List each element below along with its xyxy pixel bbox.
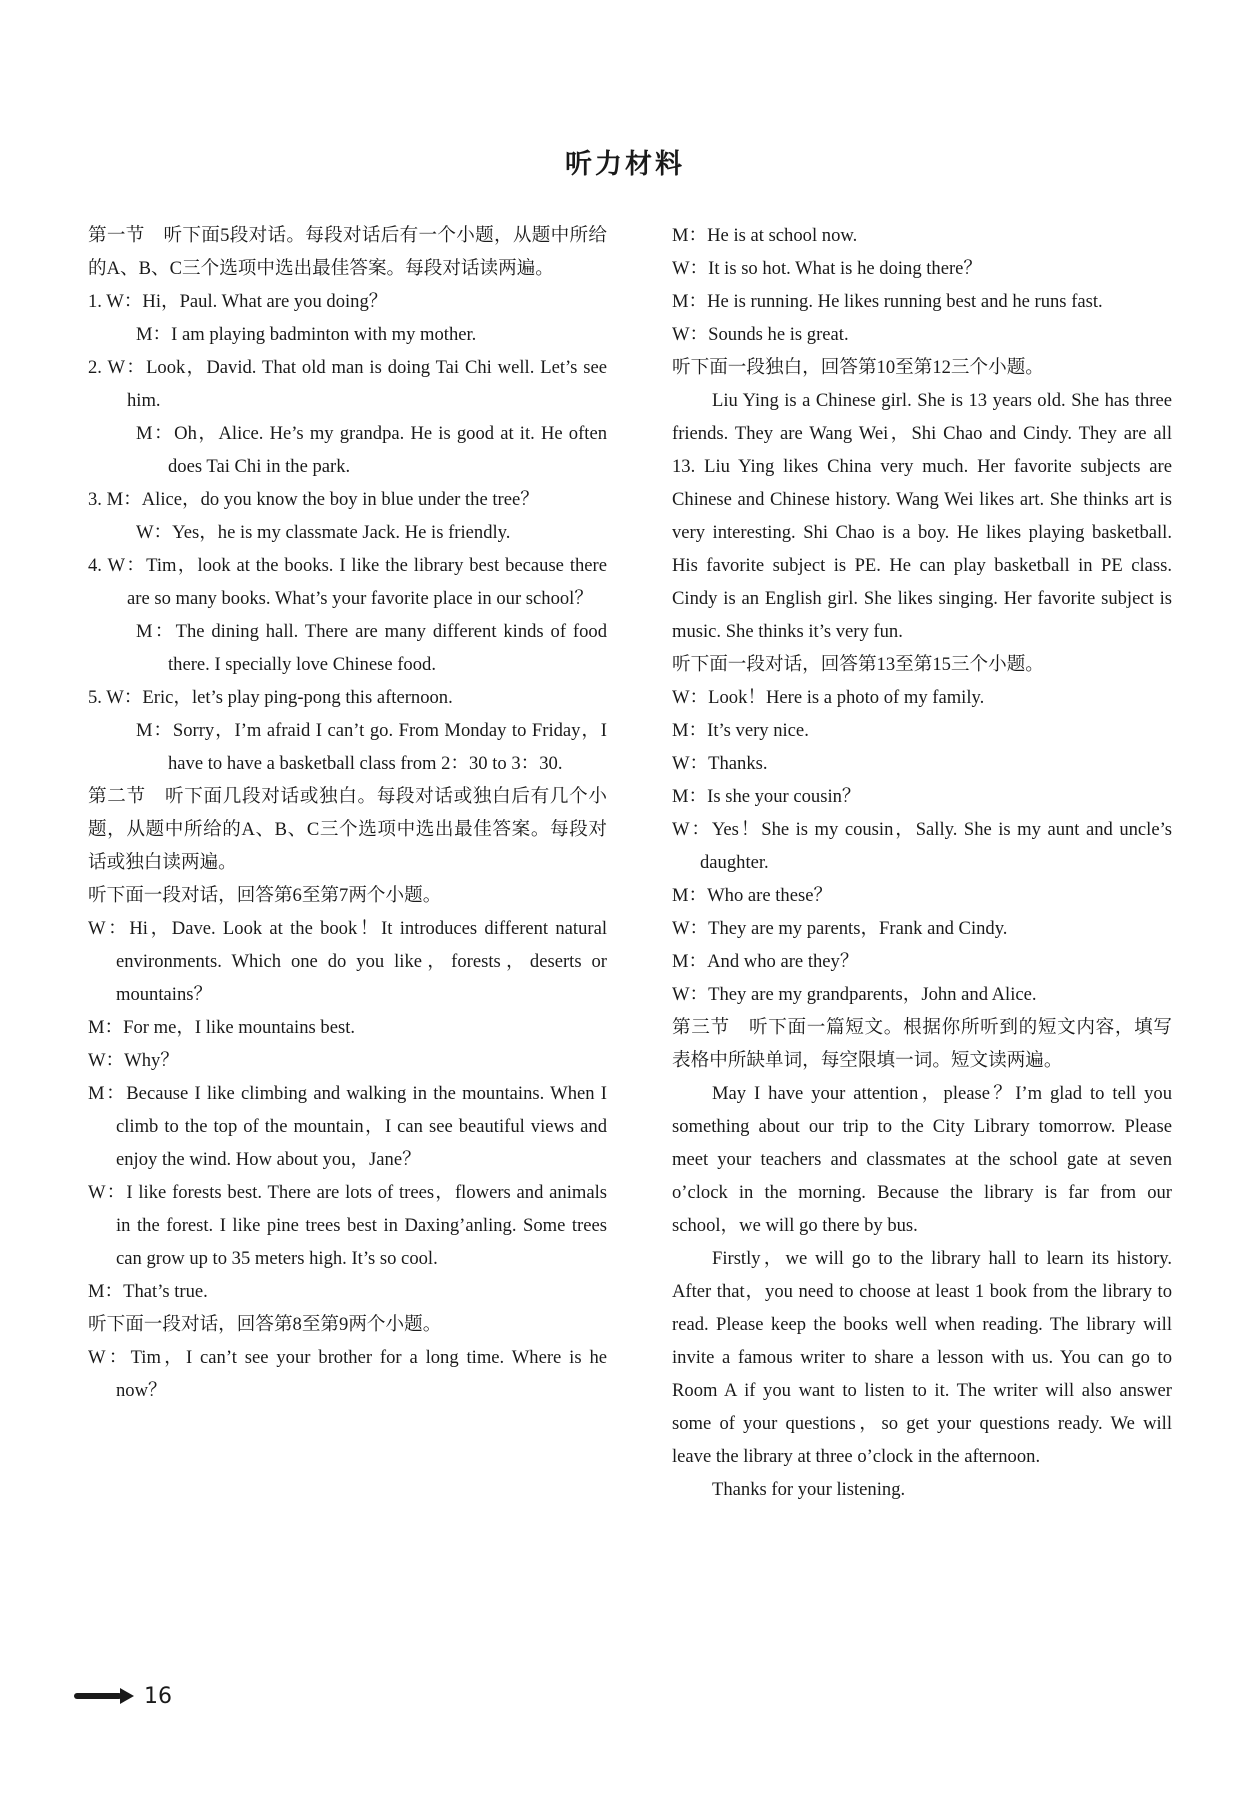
- text-paragraph: M：It’s very nice.: [672, 720, 809, 741]
- text-paragraph: M：Oh，Alice. He’s my grandpa. He is good at it. He often does Tai Chi in the park.: [136, 423, 607, 477]
- text-paragraph: W：They are my parents，Frank and Cindy.: [672, 918, 1008, 939]
- left-column: [88, 219, 607, 1407]
- text-paragraph: M：Who are these？: [672, 885, 833, 906]
- text-paragraph: Liu Ying is a Chinese girl. She is 13 years old. She has three friends. They are Wang Wei，Shi Chao and Cindy. They are all 13. Liu Ying likes China very much. Her favorite subjects are Chinese and Chinese history. Wang Wei likes art. She thinks art is very interesting. Shi Chao is a boy. He likes playing basketball. His favorite subject is PE. He can play basketball in PE class. Cindy is an English girl. She likes singing. Her favorite subject is music. She thinks it’s very fun.: [672, 390, 1172, 642]
- text-paragraph: 3. M：Alice，do you know the boy in blue under the tree？: [88, 489, 539, 510]
- text-paragraph: 听下面一段对话，回答第8至第9两个小题。: [88, 1314, 442, 1335]
- text-paragraph: M：Is she your cousin？: [672, 786, 861, 807]
- text-paragraph: M：Because I like climbing and walking in the mountains. When I climb to the top of the mountain，I can see beautiful views and enjoy the wind. How about you，Jane？: [88, 1083, 607, 1170]
- text-paragraph: W：Tim，I can’t see your brother for a long time. Where is he now？: [88, 1347, 607, 1401]
- text-paragraph: 听下面一段对话，回答第6至第7两个小题。: [88, 885, 442, 906]
- text-paragraph: 5. W：Eric，let’s play ping-pong this afternoon.: [88, 687, 453, 708]
- text-paragraph: Thanks for your listening.: [712, 1479, 906, 1500]
- page-footer: [74, 1676, 172, 1716]
- text-paragraph: Firstly，we will go to the library hall to learn its history. After that，you need to choose at least 1 book from the library to read. Please keep the books well when reading. The library will invite a famous writer to share a lesson with us. You can go to Room A if you want to listen to it. The writer will also answer some of your questions，so get your questions ready. We will leave the library at three o’clock in the afternoon.: [672, 1248, 1172, 1467]
- arrow-icon: [74, 1687, 134, 1705]
- text-paragraph: 1. W：Hi，Paul. What are you doing？: [88, 291, 388, 312]
- text-paragraph: M：He is at school now.: [672, 225, 858, 246]
- text-paragraph: M：For me，I like mountains best.: [88, 1017, 356, 1038]
- text-paragraph: W：They are my grandparents，John and Alice.: [672, 984, 1037, 1005]
- text-paragraph: 听下面一段对话，回答第13至第15三个小题。: [672, 654, 1044, 675]
- text-paragraph: W：Yes，he is my classmate Jack. He is friendly.: [136, 522, 511, 543]
- page-number: 16: [144, 1683, 172, 1709]
- text-paragraph: M：And who are they？: [672, 951, 859, 972]
- text-paragraph: 第二节 听下面几段对话或独白。每段对话或独白后有几个小题，从题中所给的A、B、C三个选项中选出最佳答案。每段对话或独白读两遍。: [88, 786, 607, 873]
- text-paragraph: 2. W：Look，David. That old man is doing Tai Chi well. Let’s see him.: [88, 357, 607, 411]
- text-paragraph: M：The dining hall. There are many different kinds of food there. I specially love Chinese food.: [136, 621, 607, 675]
- text-paragraph: W：Look！Here is a photo of my family.: [672, 687, 985, 708]
- text-paragraph: W：It is so hot. What is he doing there？: [672, 258, 983, 279]
- text-paragraph: W：Sounds he is great.: [672, 324, 849, 345]
- text-paragraph: 第三节 听下面一篇短文。根据你所听到的短文内容，填写表格中所缺单词，每空限填一词。短文读两遍。: [672, 1017, 1172, 1071]
- text-paragraph: W：Thanks.: [672, 753, 768, 774]
- text-paragraph: 4. W：Tim，look at the books. I like the library best because there are so many books. What’s your favorite place in our school？: [88, 555, 607, 609]
- right-column: [672, 219, 1172, 1506]
- text-paragraph: M：Sorry，I’m afraid I can’t go. From Monday to Friday，I have to have a basketball class from 2：30 to 3：30.: [136, 720, 607, 774]
- page-title: 听力材料: [565, 149, 685, 180]
- text-paragraph: M：He is running. He likes running best and he runs fast.: [672, 291, 1103, 312]
- text-paragraph: M：That’s true.: [88, 1281, 208, 1302]
- text-paragraph: W：Hi，Dave. Look at the book！It introduces different natural environments. Which one do you like，forests，deserts or mountains？: [88, 918, 607, 1005]
- text-paragraph: W：Why？: [88, 1050, 179, 1071]
- text-paragraph: 听下面一段独白，回答第10至第12三个小题。: [672, 357, 1044, 378]
- text-paragraph: W：Yes！She is my cousin，Sally. She is my aunt and uncle’s daughter.: [672, 819, 1172, 873]
- text-paragraph: 第一节 听下面5段对话。每段对话后有一个小题，从题中所给的A、B、C三个选项中选出最佳答案。每段对话读两遍。: [88, 225, 607, 279]
- text-paragraph: W：I like forests best. There are lots of trees，flowers and animals in the forest. I like pine trees best in Daxing’anling. Some trees can grow up to 35 meters high. It’s so cool.: [88, 1182, 607, 1269]
- text-paragraph: M：I am playing badminton with my mother.: [136, 324, 477, 345]
- text-paragraph: May I have your attention，please？I’m glad to tell you something about our trip to the City Library tomorrow. Please meet your teachers and classmates at the school gate at seven o’clock in the morning. Because the library is far from our school，we will go there by bus.: [672, 1083, 1172, 1236]
